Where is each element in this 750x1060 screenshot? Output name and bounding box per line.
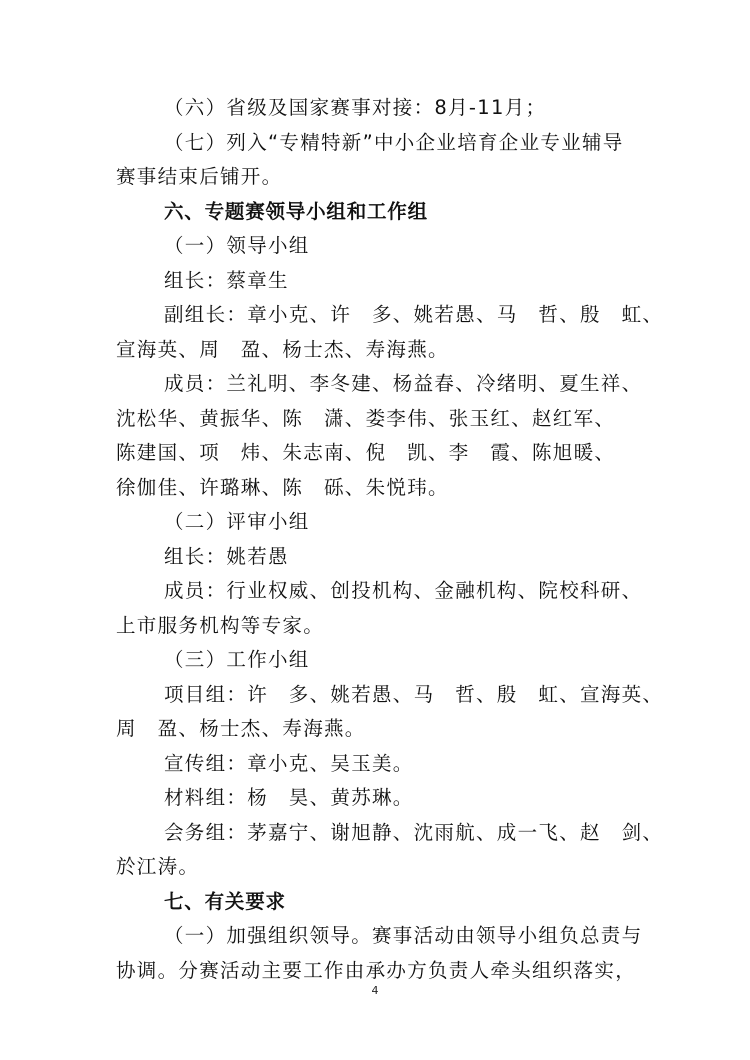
- text-line: 宣海英、周 盈、杨士杰、寿海燕。: [116, 337, 449, 361]
- section-heading: 七、有关要求: [164, 889, 286, 913]
- text-line: 赛事结束后铺开。: [116, 165, 283, 188]
- text-line: 会务组：茅嘉宁、谢旭静、沈雨航、成一飞、赵 剑、: [164, 820, 664, 844]
- text-line: 成员：兰礼明、李冬建、杨益春、冷绪明、夏生祥、: [164, 372, 643, 395]
- text-line: 组长：姚若愚: [164, 544, 289, 568]
- text-line: 组长：蔡章生: [164, 268, 289, 292]
- text-line: （七）列入“专精特新”中小企业培育企业专业辅导: [164, 130, 624, 154]
- text-line: 成员：行业权威、创投机构、金融机构、院校科研、: [164, 579, 643, 602]
- text-line: 协调。分赛活动主要工作由承办方负责人牵头组织落实，: [116, 958, 637, 982]
- text-line: 上市服务机构等专家。: [116, 613, 325, 637]
- text-line: 周 盈、杨士杰、寿海燕。: [116, 717, 366, 740]
- text-line: 副组长：章小克、许 多、姚若愚、马 哲、殷 虹、: [164, 303, 664, 326]
- document-body: [116, 91, 664, 988]
- text-line: 材料组：杨 昊、黄苏琳。: [164, 786, 414, 809]
- text-line: 徐伽佳、许璐琳、陈 砾、朱悦玮。: [116, 475, 449, 499]
- text-line: （二）评审小组: [164, 510, 310, 533]
- text-line: 於江涛。: [116, 855, 200, 878]
- text-line: 项目组：许 多、姚若愚、马 哲、殷 虹、宣海英、: [164, 682, 664, 706]
- text-line: 陈建国、项 炜、朱志南、倪 凯、李 霞、陈旭暖、: [116, 441, 616, 464]
- text-line: （一）加强组织领导。赛事活动由领导小组负总责与: [164, 924, 643, 947]
- text-line: （一）领导小组: [164, 234, 310, 257]
- page-number: 4: [371, 984, 379, 997]
- section-heading: 六、专题赛领导小组和工作组: [164, 199, 428, 223]
- text-line: （三）工作小组: [164, 648, 310, 671]
- text-line: （六）省级及国家赛事对接：8月-11月；: [164, 96, 547, 119]
- text-line: 宣传组：章小克、吴玉美。: [164, 751, 414, 775]
- text-line: 沈松华、黄振华、陈 潇、娄李伟、张玉红、赵红军、: [116, 406, 616, 430]
